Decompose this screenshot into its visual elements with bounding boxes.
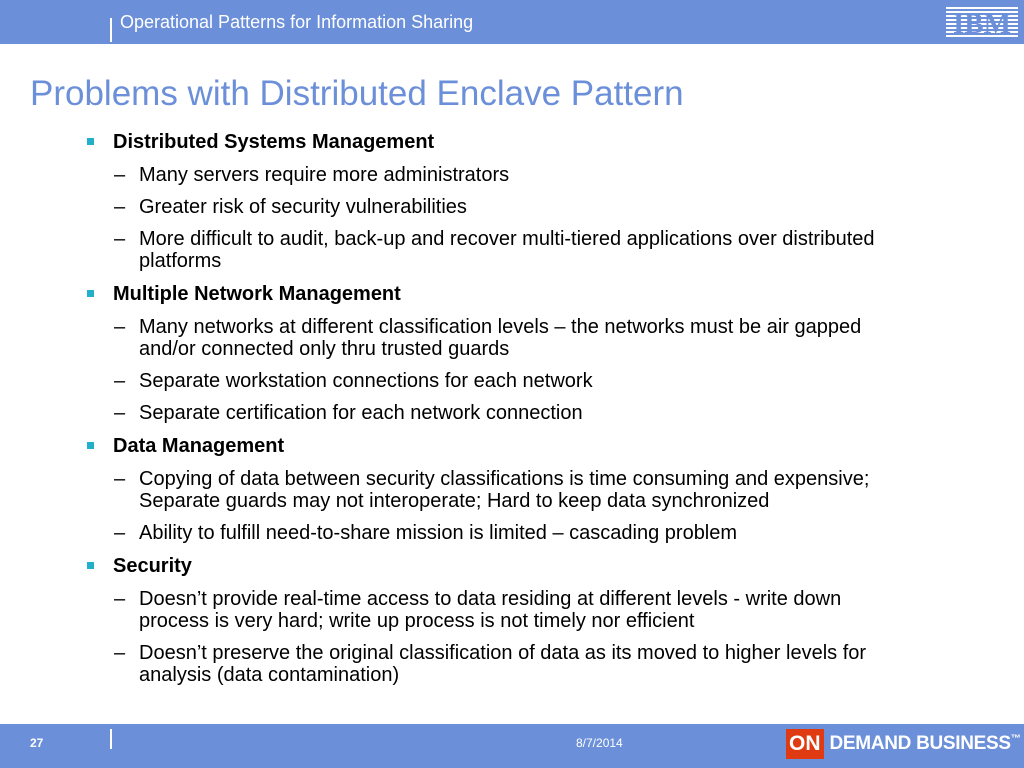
list-item xyxy=(84,468,899,512)
slide-title: Problems with Distributed Enclave Pattern xyxy=(30,74,684,113)
slide-content xyxy=(84,130,964,696)
list-item-text: More difficult to audit, back-up and recover multi-tiered applications over distributed platforms xyxy=(139,228,875,272)
list-item xyxy=(84,164,899,186)
list-item-text: Separate certification for each network connection xyxy=(139,402,583,424)
list-item-text: Doesn’t provide real-time access to data residing at different levels - write down process is very hard; write up process is not timely nor efficient xyxy=(139,588,842,632)
footer-divider xyxy=(110,729,112,749)
dash-bullet-icon: – xyxy=(114,588,126,610)
list-item-text: Ability to fulfill need-to-share mission is limited – cascading problem xyxy=(139,522,738,544)
list-item-text: Many servers require more administrators xyxy=(139,164,510,186)
trademark-symbol: ™ xyxy=(1010,733,1021,745)
header-bar xyxy=(0,0,1024,44)
square-bullet-icon xyxy=(87,138,94,145)
brand-on-badge: ON xyxy=(786,729,824,759)
dash-bullet-icon: – xyxy=(114,468,126,490)
ibm-logo xyxy=(946,6,1018,38)
dash-bullet-icon: – xyxy=(114,522,126,544)
section-heading xyxy=(84,434,964,458)
list-item-text: Greater risk of security vulnerabilities xyxy=(139,196,467,218)
square-bullet-icon xyxy=(87,442,94,449)
list-item-text: Separate workstation connections for each network xyxy=(139,370,593,392)
section-heading xyxy=(84,554,964,578)
dash-bullet-icon: – xyxy=(114,196,126,218)
section-data-management xyxy=(84,434,964,544)
dash-bullet-icon: – xyxy=(114,642,126,664)
dash-bullet-icon: – xyxy=(114,316,126,338)
dash-bullet-icon: – xyxy=(114,164,126,186)
list-item xyxy=(84,402,899,424)
list-item xyxy=(84,316,899,360)
list-item xyxy=(84,196,899,218)
list-item xyxy=(84,522,899,544)
on-demand-business-logo xyxy=(786,728,1021,760)
square-bullet-icon xyxy=(87,562,94,569)
section-heading-text: Security xyxy=(113,555,192,577)
section-security xyxy=(84,554,964,686)
list-item xyxy=(84,588,899,632)
list-item-text: Many networks at different classification levels – the networks must be air gapped and/or connected only thru trusted guards xyxy=(139,316,862,360)
ibm-logo-text: IBM xyxy=(953,8,1011,38)
brand-text-main: DEMAND BUSINESS xyxy=(829,733,1011,754)
footer-bar xyxy=(0,724,1024,768)
list-item xyxy=(84,228,899,272)
dash-bullet-icon: – xyxy=(114,370,126,392)
list-item-text: Copying of data between security classifications is time consuming and expensive; Separate guards may not interoperate; Hard to keep data synchronized xyxy=(139,468,870,512)
brand-text xyxy=(830,733,1021,755)
section-heading-text: Distributed Systems Management xyxy=(113,131,435,153)
list-item xyxy=(84,370,899,392)
section-heading-text: Data Management xyxy=(113,435,285,457)
list-item xyxy=(84,642,899,686)
list-item-text: Doesn’t preserve the original classification of data as its moved to higher levels for analysis (data contamination) xyxy=(139,642,867,686)
section-distributed-systems xyxy=(84,130,964,272)
section-network-management xyxy=(84,282,964,424)
section-heading xyxy=(84,282,964,306)
presentation-title: Operational Patterns for Information Sharing xyxy=(120,12,474,32)
header-divider xyxy=(110,18,112,42)
dash-bullet-icon: – xyxy=(114,228,126,250)
page-number: 27 xyxy=(30,736,44,750)
section-heading-text: Multiple Network Management xyxy=(113,283,401,305)
dash-bullet-icon: – xyxy=(114,402,126,424)
square-bullet-icon xyxy=(87,290,94,297)
footer-date: 8/7/2014 xyxy=(576,736,623,750)
section-heading xyxy=(84,130,964,154)
